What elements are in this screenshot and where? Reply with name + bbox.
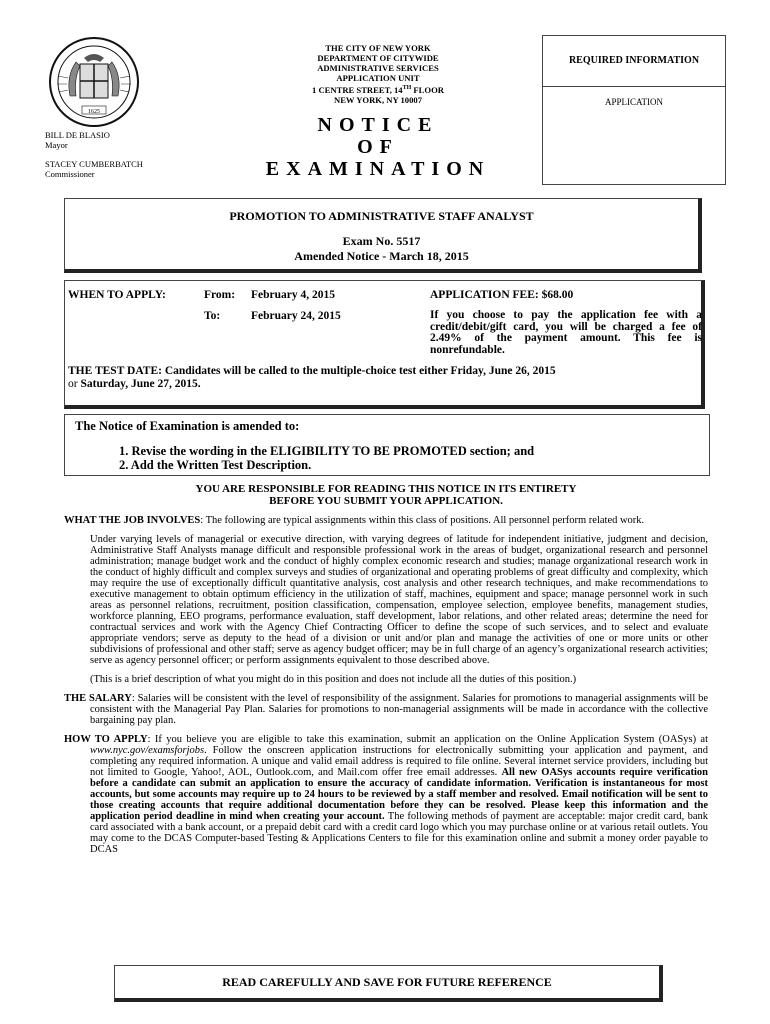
amended-notice: Amended Notice - March 18, 2015 [294, 249, 469, 263]
agency-address: THE CITY OF NEW YORK DEPARTMENT OF CITYWIDE ADMINISTRATIVE SERVICES APPLICATION UNIT 1 CENTRE STREET, 14TH FLOOR NEW YORK, NY 10007 [312, 43, 444, 105]
city-seal-icon [48, 36, 140, 128]
how-to-apply-section: HOW TO APPLY: If you believe you are eligible to take this examination, submit an application on the Online Application System (OASys) at www.nyc.gov/examsforjobs. Follow the onscreen application instructions for electronically submitting your application and payment, and completing any required information. A unique and valid email address is required to file online. Several internet service providers, including but not limited to Google, Yahoo!, AOL, Outlook.com, and Mail.com offer free email addresses. All new OASys accounts require verification before a candidate can submit an application to ensure the accuracy of candidate information. Verification is instantaneous for most accounts, but some accounts may require up to 24 hours to be reviewed by a staff member and resolved. Email notification will be sent to those creating accounts that require additional documentation before they can be resolved. Please keep this information and the application period deadline in mind when creating your account. The following methods of payment are acceptable: major credit card, bank card associated with a bank account, or a prepaid debit card with a credit card logo which you may purchase online or at various retail outlets. You may come to the DCAS Computer-based Testing & Applications Centers to file for this examination online and submit a money order payable to DCAS [64, 734, 709, 855]
apply-dates-box [64, 280, 705, 409]
exam-number: Exam No. 5517 [342, 234, 421, 248]
mayor-name: BILL DE BLASIO [45, 130, 110, 140]
svg-text:1625: 1625 [88, 109, 100, 115]
job-brief-note: (This is a brief description of what you might do in this position and does not include all the duties of this position.) [90, 674, 577, 685]
job-involves-section: WHAT THE JOB INVOLVES: The following are typical assignments within this class of positions. All personnel perform related work. [64, 515, 645, 526]
officials-block [45, 130, 143, 179]
amendment-heading: The Notice of Examination is amended to: [75, 419, 300, 433]
list-item: 1. Revise the wording in the ELIGIBILITY TO BE PROMOTED section; and [119, 444, 535, 458]
exam-title-box [64, 198, 702, 273]
commissioner-name: STACEY CUMBERBATCH [45, 159, 143, 169]
to-label: To: [204, 310, 221, 322]
required-information-heading: REQUIRED INFORMATION [543, 36, 725, 87]
amendment-list [119, 444, 534, 472]
application-fee: APPLICATION FEE: $68.00 [430, 289, 574, 301]
salary-section: THE SALARY: Salaries will be consistent with the level of responsibility of the assignment. Salaries for promotions to managerial assignments will be consistent with the Managerial Pay Plan. Salaries for promotions to non-managerial assignments will be made in accordance with the collective bargaining pay plan. [64, 693, 708, 726]
responsibility-notice: YOU ARE RESPONSIBLE FOR READING THIS NOTICE IN ITS ENTIRETY BEFORE YOU SUBMIT YOUR APPLICATION. [195, 483, 577, 507]
required-information-box [542, 35, 726, 185]
from-label: From: [204, 289, 236, 301]
exams-url-link[interactable]: www.nyc.gov/examsforjobs [90, 745, 205, 756]
to-date: February 24, 2015 [251, 310, 341, 322]
body-text [64, 515, 708, 863]
commissioner-title: Commissioner [45, 169, 95, 179]
exam-title: PROMOTION TO ADMINISTRATIVE STAFF ANALYST [229, 209, 534, 223]
footer-notice: READ CAREFULLY AND SAVE FOR FUTURE REFERENCE [114, 965, 663, 1002]
when-to-apply-label: WHEN TO APPLY: [68, 289, 166, 301]
list-item: 2. Add the Written Test Description. [119, 458, 312, 472]
mayor-title: Mayor [45, 140, 68, 150]
job-description: Under varying levels of managerial or executive direction, with varying degrees of latitude for independent initiative, judgment and decision, Administrative Staff Analysts manage difficult and responsible professional work in the areas of budget, organizational research and personnel administration; manage budget work and the conduct of highly complex economic research and studies; manage organizational research work in the conduct of highly difficult and complex surveys and studies of organizational and operating problems of great difficulty and complexity, which may require the use of exceptionally difficult quantitative analysis, cost analysis and other research techniques, and make recommendations to executive management to obtain optimum efficiency in the utilization of staff, machines, equipment and space; manage personnel work in such areas as personnel relations, recruitment, position classification, compensation, employee selection, employee benefits, management studies, workforce planning, EEO programs, performance evaluation, staff development, labor relations, and other related areas; determine the need for contractual services and work with the Agency Chief Contracting Officer to define the scope of such services, and to select and evaluate appropriate vendors; serve as deputy to the head of a division or unit and/or plan and manage the activities of one or more units or other subdivisions of professional and other staff; serve as agency budget officer; may be in full charge of an agency’s organizational research activities; serve as agency personnel officer; or perform assignments equivalent to those described above. [90, 534, 708, 666]
test-date: THE TEST DATE: Candidates will be called to the multiple-choice test either Friday, June 26, 2015 or Saturday, June 27, 2015. [68, 365, 556, 390]
notice-title: NOTICE OF EXAMINATION [265, 114, 491, 180]
fee-note: If you choose to pay the application fee with a credit/debit/gift card, you will be charged a fee of 2.49% of the payment amount. This fee is nonrefundable. [430, 309, 702, 356]
from-date: February 4, 2015 [251, 289, 336, 301]
amendment-box [64, 414, 710, 476]
application-label: APPLICATION [604, 97, 663, 107]
